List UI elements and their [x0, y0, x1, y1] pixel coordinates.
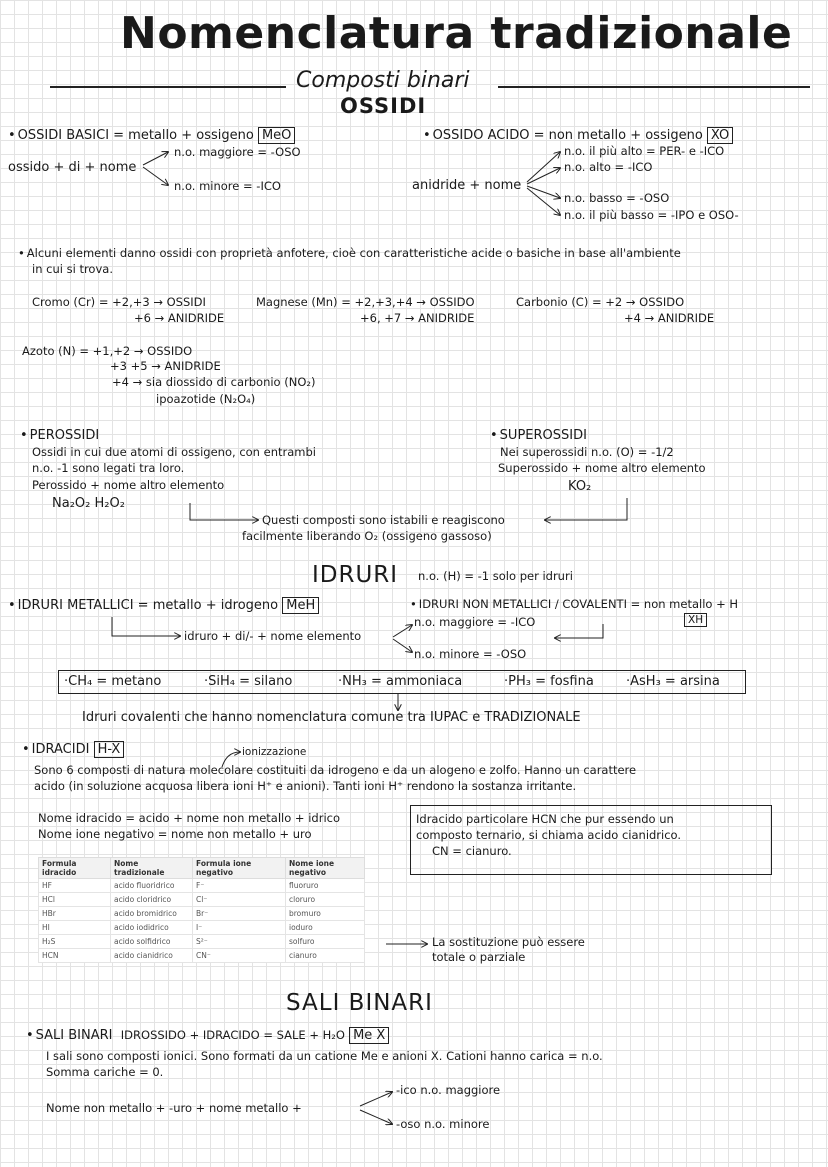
stabili-text: Questi composti sono istabili e reagiscono	[262, 513, 505, 527]
table-cell: S²⁻	[193, 935, 286, 949]
sali-high: -ico n.o. maggiore	[396, 1083, 501, 1097]
hcn-text: composto ternario, si chiama acido cianidrico.	[416, 828, 682, 842]
sali-label: • SALI BINARI IDROSSIDO + IDRACIDO = SALE + H₂O Me X	[26, 1028, 389, 1043]
table-cell: acido cianidrico	[111, 949, 193, 963]
divider	[50, 86, 286, 88]
ossidi-basici-label: • OSSIDI BASICI = metallo + ossigeno MeO	[8, 128, 295, 143]
table-cell: acido iodidrico	[111, 921, 193, 935]
compound-item: ·AsH₃ = arsina	[626, 674, 720, 689]
superossidi-title: • SUPEROSSIDI	[490, 428, 587, 443]
idruri-note: n.o. (H) = -1 solo per idruri	[418, 569, 573, 583]
perossidi-text: n.o. -1 sono legati tra loro.	[32, 461, 185, 475]
sostituzione-text: La sostituzione può essere	[432, 935, 585, 949]
sostituzione-text: totale o parziale	[432, 950, 526, 964]
branch-arrow	[143, 152, 168, 165]
ionizzazione-label: ionizzazione	[242, 746, 307, 758]
sali-text: I sali sono composti ionici. Sono formati da un catione Me e anioni X. Cationi hanno carica = n.o.	[46, 1049, 603, 1063]
branch-arrow	[527, 188, 560, 215]
table-header: Nome ione negativo	[286, 858, 365, 879]
branch-arrow	[143, 167, 168, 185]
branch-arrow	[527, 186, 560, 198]
carbonio-line: +4 → ANIDRIDE	[624, 311, 715, 325]
ossidi-basici-root: ossido + di + nome	[8, 160, 137, 175]
idruri-comune-text: Idruri covalenti che hanno nomenclatura comune tra IUPAC e TRADIZIONALE	[82, 710, 581, 725]
table-cell: acido solfidrico	[111, 935, 193, 949]
table-cell: HI	[39, 921, 111, 935]
cromo-line: Cromo (Cr) = +2,+3 → OSSIDI	[32, 295, 206, 309]
perossidi-text: Ossidi in cui due atomi di ossigeno, con entrambi	[32, 445, 316, 459]
branch-arrow	[360, 1110, 392, 1124]
table-cell: CN⁻	[193, 949, 286, 963]
hcn-text: CN = cianuro.	[432, 844, 512, 858]
ossido-acido-branch: n.o. alto = -ICO	[564, 160, 653, 174]
branch-arrow	[360, 1092, 392, 1106]
superossidi-text: Superossido + nome altro elemento	[498, 461, 706, 475]
ossidi-basici-low: n.o. minore = -ICO	[174, 179, 281, 193]
nome-ione-rule: Nome ione negativo = nome non metallo + uro	[38, 827, 312, 841]
formula-box: XO	[707, 127, 733, 144]
branch-arrow	[527, 168, 560, 184]
sali-text: Somma cariche = 0.	[46, 1065, 164, 1079]
formula-box: Me X	[349, 1027, 389, 1044]
table-cell: HF	[39, 879, 111, 893]
ossido-acido-label: • OSSIDO ACIDO = non metallo + ossigeno XO	[423, 128, 733, 143]
table-cell: cianuro	[286, 949, 365, 963]
subtitle: Composti binari	[296, 68, 470, 93]
anfoteri-text-cont: in cui si trova.	[32, 262, 113, 276]
formula-box: H-X	[94, 741, 125, 758]
idracidi-title: • IDRACIDI H-X	[22, 742, 124, 757]
table-cell: bromuro	[286, 907, 365, 921]
table-cell: Cl⁻	[193, 893, 286, 907]
perossidi-text: Perossido + nome altro elemento	[32, 478, 225, 492]
table-header: Nome tradizionale	[111, 858, 193, 879]
idracidi-text: Sono 6 composti di natura molecolare costituiti da idrogeno e da un alogeno e zolfo. Hanno un carattere	[34, 763, 637, 777]
back-arrow	[555, 624, 603, 638]
table-row	[39, 893, 365, 907]
bracket-arrow	[190, 503, 258, 520]
perossidi-title: • PEROSSIDI	[20, 428, 99, 443]
azoto-line: ipoazotide (N₂O₄)	[156, 392, 256, 406]
table-cell: I⁻	[193, 921, 286, 935]
magnese-line: Magnese (Mn) = +2,+3,+4 → OSSIDO	[256, 295, 475, 309]
table-row	[39, 935, 365, 949]
bracket-arrow	[112, 617, 180, 636]
formula-box: MeH	[282, 597, 319, 614]
table-cell: ioduro	[286, 921, 365, 935]
ossido-acido-root: anidride + nome	[412, 178, 522, 193]
ossidi-basici-high: n.o. maggiore = -OSO	[174, 145, 301, 159]
table-header: Formula ione negativo	[193, 858, 286, 879]
perossidi-examples: Na₂O₂ H₂O₂	[52, 496, 125, 511]
ossido-acido-branch: n.o. il più alto = PER- e -ICO	[564, 144, 725, 158]
idruri-nonmet-high: n.o. maggiore = -ICO	[414, 615, 536, 629]
idracidi-text: acido (in soluzione acquosa libera ioni H⁺ e anioni). Tanti ioni H⁺ rendono la sostanza irritante.	[34, 779, 577, 793]
ossido-acido-branch: n.o. basso = -OSO	[564, 191, 670, 205]
idruri-nonmet-low: n.o. minore = -OSO	[414, 647, 527, 661]
section-title-idruri: IDRURI	[312, 562, 399, 588]
table-cell: HCl	[39, 893, 111, 907]
table-cell: HCN	[39, 949, 111, 963]
azoto-line: +4 → sia diossido di carbonio (NO₂)	[112, 375, 316, 389]
magnese-line: +6, +7 → ANIDRIDE	[360, 311, 475, 325]
table-cell: acido fluoridrico	[111, 879, 193, 893]
stabili-text: facilmente liberando O₂ (ossigeno gassoso)	[242, 529, 492, 543]
divider	[498, 86, 810, 88]
ossido-acido-branch: n.o. il più basso = -IPO e OSO-	[564, 208, 739, 222]
table-cell: Br⁻	[193, 907, 286, 921]
sali-root: Nome non metallo + -uro + nome metallo +	[46, 1101, 302, 1115]
formula-box: MeO	[258, 127, 295, 144]
idruri-metallici-label: • IDRURI METALLICI = metallo + idrogeno MeH	[8, 598, 319, 613]
branch-arrow	[527, 152, 560, 182]
table-cell: cloruro	[286, 893, 365, 907]
hcn-text: Idracido particolare HCN che pur essendo un	[416, 812, 674, 826]
compound-item: ·PH₃ = fosfina	[504, 674, 594, 689]
idruri-nonmetallici-label: • IDRURI NON METALLICI / COVALENTI = non metallo + H	[410, 598, 738, 611]
table-row	[39, 879, 365, 893]
compound-item: ·NH₃ = ammoniaca	[338, 674, 463, 689]
idruri-metallici-root: idruro + di/- + nome elemento	[184, 629, 362, 643]
table-row	[39, 921, 365, 935]
branch-arrow	[393, 639, 412, 652]
superossidi-example: KO₂	[568, 479, 592, 494]
table-cell: F⁻	[193, 879, 286, 893]
compound-item: ·CH₄ = metano	[64, 674, 162, 689]
anfoteri-text: • Alcuni elementi danno ossidi con proprietà anfotere, cioè con caratteristiche acide o basiche in base all'ambiente	[18, 247, 681, 260]
sali-low: -oso n.o. minore	[396, 1117, 490, 1131]
superossidi-text: Nei superossidi n.o. (O) = -1/2	[500, 445, 674, 459]
table-header: Formula idracido	[39, 858, 111, 879]
section-title-sali: SALI BINARI	[286, 990, 433, 1016]
section-title-ossidi: OSSIDI	[340, 94, 427, 118]
azoto-line: +3 +5 → ANIDRIDE	[110, 359, 221, 373]
formula-box: XH	[684, 613, 707, 627]
idracidi-table	[38, 857, 365, 963]
bracket-arrow	[545, 498, 627, 520]
branch-arrow	[393, 625, 412, 637]
carbonio-line: Carbonio (C) = +2 → OSSIDO	[516, 295, 685, 309]
page-title: Nomenclatura tradizionale	[120, 8, 793, 59]
table-cell: acido cloridrico	[111, 893, 193, 907]
compound-item: ·SiH₄ = silano	[204, 674, 293, 689]
table-cell: acido bromidrico	[111, 907, 193, 921]
table-cell: fluoruro	[286, 879, 365, 893]
table-row	[39, 949, 365, 963]
nome-idracido-rule: Nome idracido = acido + nome non metallo + idrico	[38, 811, 340, 825]
azoto-line: Azoto (N) = +1,+2 → OSSIDO	[22, 344, 193, 358]
table-row	[39, 907, 365, 921]
cromo-line: +6 → ANIDRIDE	[134, 311, 225, 325]
table-cell: H₂S	[39, 935, 111, 949]
table-cell: HBr	[39, 907, 111, 921]
table-cell: solfuro	[286, 935, 365, 949]
